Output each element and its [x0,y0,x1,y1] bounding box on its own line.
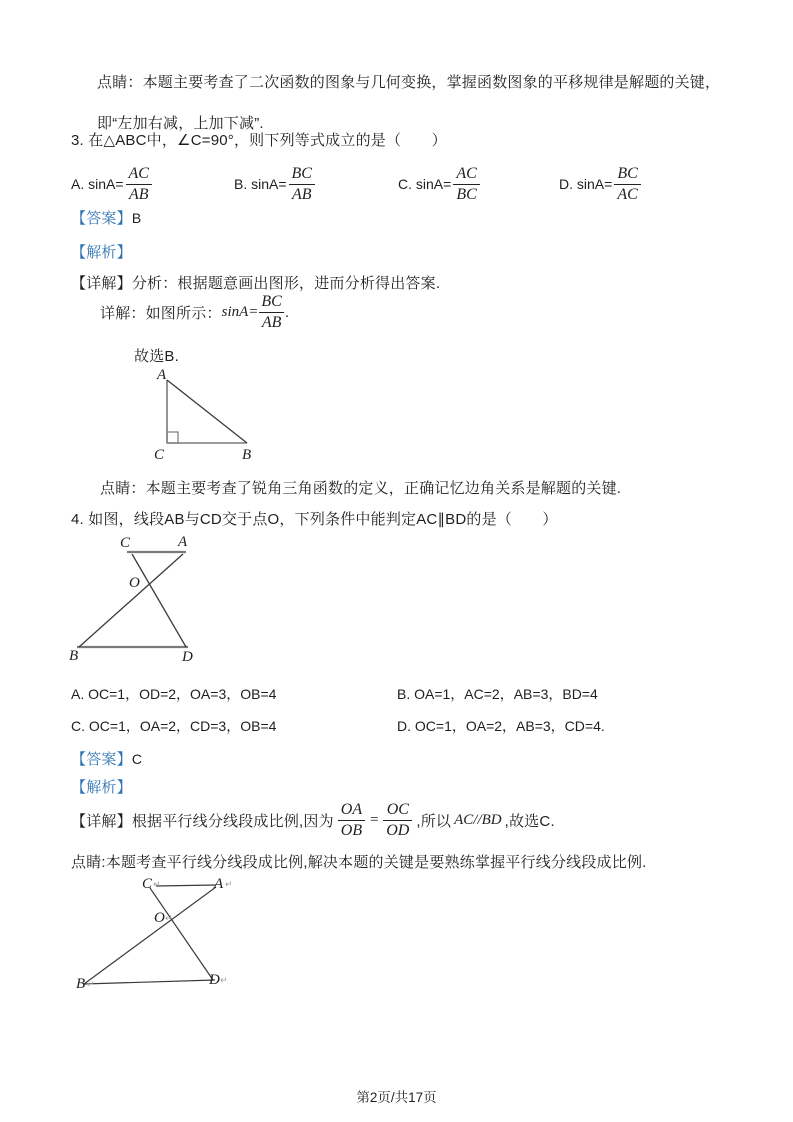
fraction [126,164,152,205]
fraction [258,292,284,333]
parallel-expression: AC//BD [454,811,502,828]
detail-label: 【详解】 [71,275,132,292]
question4-answer-line [71,748,142,769]
fraction-numerator: AC [456,164,477,182]
vertex-label-b: B [69,648,79,663]
question4-option-d: D. OC=1，OA=2，AB=3，CD=4. [397,718,605,734]
analysis-label: 【解析】 [71,244,132,261]
analysis-label: 【解析】 [71,779,132,796]
vertex-label-d: D [182,649,193,663]
right-angle-marker [167,432,178,443]
fraction [338,800,365,841]
question3-option-c [398,160,482,208]
question3-option-b [234,160,317,208]
vertex-label-c: C [120,535,131,551]
answer-label: 【答案】 [71,751,132,768]
detail-label: 【详解】 [71,812,132,830]
question4-option-a: A. OC=1，OD=2，OA=3，OB=4 [71,686,277,702]
right-triangle-figure [140,366,270,466]
vertex-label-o: O [129,575,140,591]
question4-option-c: C. OC=1，OA=2，CD=3，OB=4 [71,718,277,734]
fraction [383,800,412,841]
question4-detail-line [71,797,555,843]
fraction-numerator: OA [340,800,363,818]
segment-bd [84,980,215,984]
return-mark-icon: ↵ [225,880,233,890]
question3-answer-line [71,207,141,228]
fraction-denominator: OD [383,820,412,841]
question3-option-a [71,160,154,208]
fraction-denominator: BC [453,184,479,205]
vertex-label-b: B [242,447,252,463]
question4-stem: 4. 如图，线段AB与CD交于点O，下列条件中能判定AC∥BD的是（ ） [71,511,558,528]
work-prefix: 详解：如图所示： [100,304,222,322]
answer-label: 【答案】 [71,210,132,227]
equals-sign: = [369,811,380,828]
detail-end: ,故选C. [504,812,555,830]
fraction-denominator: AB [126,184,152,205]
option-label: A. sinA= [71,176,124,192]
return-mark-icon: ↵ [220,976,228,986]
question3-note: 点睛：本题主要考查了锐角三角函数的定义，正确记忆边角关系是解题的关键. [100,480,622,497]
answer-value: C [131,751,143,767]
fraction [289,164,315,205]
fraction [614,164,640,205]
segment-ab [79,554,183,647]
answer-value: B [131,210,142,226]
vertex-label-a: A [214,876,224,892]
triangle-edge-ab [167,380,247,443]
segment-ca [156,885,216,886]
vertex-label-a: A [178,534,188,550]
fraction-numerator: BC [261,292,282,310]
segment-cd [150,888,213,980]
return-mark-icon: ↵ [153,880,161,890]
fraction-numerator: BC [291,164,312,182]
fraction-numerator: BC [617,164,638,182]
vertex-label-c: C [154,447,165,463]
detail-mid: ,所以 [416,812,452,830]
vertex-label-b: B [76,976,86,992]
question2-note: 点睛：本题主要考查了二次函数的图象与几何变换，掌握函数图象的平移规律是解题的关键，即“左加右减，上加下减”. [97,74,721,132]
option-label: C. sinA= [398,176,452,192]
segment-ab [84,887,216,984]
fraction-numerator: OC [386,800,409,818]
fraction-numerator: AC [128,164,149,182]
question3-conclusion: 故选B. [134,348,179,365]
work-sin-expression: sinA= [221,303,259,320]
question4-note: 点睛:本题考查平行线分线段成比例,解决本题的关键是要熟练掌握平行线分线段成比例. [71,854,647,871]
fraction-denominator: AC [614,184,640,205]
question4-answer-figure [68,872,243,997]
question3-analysis-line [71,241,132,262]
return-mark-icon: ↵ [165,914,173,924]
question3-stem: 3. 在△ABC中，∠C=90°，则下列等式成立的是（ ） [71,132,447,149]
question3-option-d [559,160,643,208]
vertex-label-a: A [157,367,167,383]
vertex-label-c: C [142,876,153,892]
option-label: D. sinA= [559,176,613,192]
question4-analysis-line [71,776,132,797]
question4-figure [65,533,205,663]
vertex-label-o: O [154,910,165,926]
fraction-denominator: AB [259,312,285,333]
vertex-label-d: D [209,972,220,988]
detail-text: 分析：根据题意画出图形，进而分析得出答案. [131,275,441,292]
fraction [453,164,479,205]
return-mark-icon: ↵ [87,980,95,990]
page-number-footer: 第2页/共17页 [356,1090,437,1105]
question4-option-b: B. OA=1，AC=2，AB=3，BD=4 [397,686,598,702]
segment-cd [132,554,186,647]
option-label: B. sinA= [234,176,287,192]
question3-work-line [100,290,289,334]
work-suffix: . [284,303,290,321]
fraction-denominator: OB [338,820,365,841]
detail-prefix: 根据平行线分线段成比例,因为 [131,812,334,830]
fraction-denominator: AB [289,184,315,205]
